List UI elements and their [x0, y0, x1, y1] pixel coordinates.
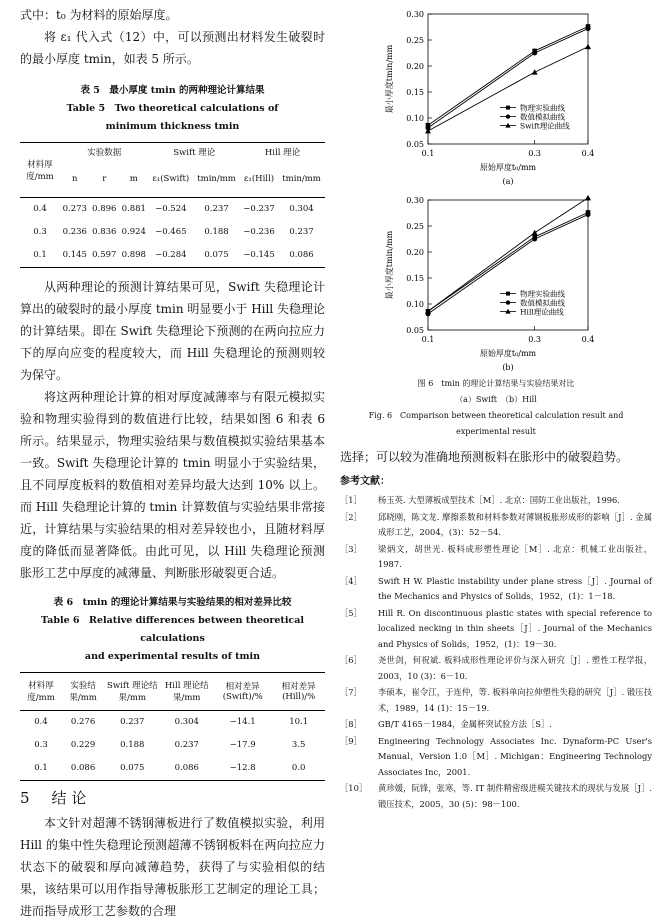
y-tick-label: 0.15 — [406, 88, 424, 97]
table-cell: −0.284 — [155, 250, 187, 260]
data-point — [586, 26, 591, 31]
table-header-cell: Swift 理论结果/mm — [107, 681, 158, 703]
reference-text: Swift H W. Plastic instability under plane stress［J］. Journal of the Mechanics and Physics of Solids，1952，(1)：1－18. — [378, 575, 652, 601]
panel-label: (b) — [502, 363, 514, 372]
paragraph: 本文针对超薄不锈钢薄板进行了数值模拟实验，利用 Hill 的集中性失稳理论预测超薄不锈钢板料在两向拉应力状态下的破裂和厚向减薄趋势，获得了与实验相似的结果，该结果可以用作指导薄板胀形工艺制定的理论工具；进而指导成形工艺参数的合理 — [20, 815, 325, 918]
reference-item — [340, 510, 652, 541]
table-cell: −0.524 — [155, 204, 187, 214]
reference-item — [340, 574, 652, 605]
table-cell: 0.304 — [289, 204, 314, 214]
paragraph: 式中：t₀ 为材料的原始厚度。 — [20, 8, 178, 22]
reference-number: ［2］ — [340, 511, 362, 522]
y-tick-label: 0.05 — [406, 326, 424, 335]
y-tick-label: 0.25 — [406, 222, 424, 231]
legend-marker — [506, 114, 510, 118]
reference-item — [340, 734, 652, 781]
table-header-cell: 实验数据 — [87, 148, 122, 158]
table-cell: 0.0 — [291, 763, 306, 773]
reference-item — [340, 606, 652, 653]
legend-label: 物理实验曲线 — [520, 289, 565, 299]
paragraph: 将 ε₁ 代入式（12）中，可以预测出材料发生破裂时的最小厚度 tmin，如表 5 所示。 — [20, 30, 325, 66]
table-cell: 0.3 — [33, 227, 47, 237]
table-cell: 0.075 — [120, 763, 145, 773]
reference-item — [340, 493, 652, 509]
reference-text: 梁炳文，胡世光. 板料成形塑性理论［M］. 北京：机械工业出版社，1987. — [378, 543, 652, 569]
reference-number: ［9］ — [340, 735, 362, 746]
table-cell: 10.1 — [289, 717, 309, 727]
table-cell: 0.276 — [70, 717, 96, 727]
data-point — [532, 51, 537, 56]
reference-text: Hill R. On discontinuous plastic states with special reference to localized necking in thin sheets［J］. Journal of the Mechanics and Physics of Solids，1952，(1)：19－30. — [378, 607, 652, 649]
x-tick-label: 0.1 — [421, 149, 435, 158]
table-header-cell: 相对差异(Hill)/% — [281, 682, 316, 702]
table-cell: 0.237 — [120, 717, 145, 727]
table-cell: 0.086 — [289, 250, 314, 260]
table-cell: 0.145 — [62, 250, 87, 260]
table-cell: −0.236 — [243, 227, 275, 237]
table-cell: 0.836 — [92, 227, 117, 237]
table-cell: −12.8 — [229, 763, 256, 773]
table-cell: 0.086 — [70, 763, 96, 773]
table-cell: 0.4 — [33, 204, 47, 214]
x-tick-label: 0.1 — [421, 335, 435, 344]
legend-label: Swift理论曲线 — [520, 121, 570, 131]
table6-title-en: Table 6 Relative differences between theoretical calculations — [41, 614, 304, 644]
x-tick-label: 0.4 — [581, 149, 595, 158]
table-header-cell: m — [129, 173, 138, 184]
reference-text: 尧世剑，何祝斌. 板料成形性理论评价与深入研究［J］. 塑性工程学报，2003，10 (3)：6－10. — [378, 655, 652, 681]
left-column — [20, 0, 325, 922]
table-cell: 0.304 — [174, 717, 199, 727]
table-cell: 0.237 — [174, 740, 199, 750]
reference-text: 邱晓刚，陈文龙. 摩擦系数和材料参数对薄钢板胀形成形的影响［J］. 金属成形工艺，2004，(3)：52－54. — [378, 511, 652, 537]
y-tick-label: 0.30 — [406, 196, 424, 205]
table-cell: 0.229 — [70, 740, 96, 750]
y-axis-label: 最小厚度tmin/mm — [385, 44, 394, 114]
table-row — [20, 197, 325, 221]
reference-number: ［6］ — [340, 655, 362, 665]
data-point — [585, 195, 591, 200]
table5-title-en: Table 5 Two theoretical calculations of — [66, 103, 279, 114]
panel-label: (a) — [502, 177, 514, 186]
x-axis-label: 原始厚度t₀/mm — [479, 349, 537, 358]
reference-text: Engineering Technology Associates Inc. Dynaform-PC User's Manual，Version 1.0［M］. Michigan：Engineering Technology Associates Inc，2001. — [378, 735, 652, 777]
legend-label: 数值模拟曲线 — [520, 298, 565, 308]
table-cell: 0.898 — [121, 250, 146, 260]
reference-number: ［3］ — [340, 543, 362, 554]
paragraph: 从两种理论的预测计算结果可见，Swift 失稳理论计算出的破裂时的最小厚度 tmin 明显要小于 Hill 失稳理论的计算结果。即在 Swift 失稳理论下预测的在两向拉应力下的厚向应变的程度较大，而 Hill 失稳理论的预测则较为保守。 — [20, 279, 326, 382]
x-axis-label: 原始厚度t₀/mm — [479, 163, 537, 172]
legend-label: Hill理论曲线 — [520, 307, 564, 317]
table-cell: 0.236 — [62, 227, 87, 237]
figure-caption: 图 6 tmin 的理论计算结果与实验结果对比 — [417, 379, 575, 388]
legend-label: 数值模拟曲线 — [520, 112, 565, 122]
reference-text: 杨玉英. 大型薄板成型技术［M］. 北京：国防工业出版社，1996. — [378, 495, 620, 505]
table-header-cell: Hill 理论 — [264, 148, 301, 158]
reference-number: ［4］ — [340, 575, 362, 586]
x-tick-label: 0.3 — [528, 149, 542, 158]
table-cell: 0.188 — [204, 227, 229, 237]
table-cell: −0.465 — [155, 227, 187, 237]
reference-item — [340, 685, 652, 716]
line-chart-b — [340, 192, 652, 372]
legend-marker — [506, 106, 510, 110]
reference-number: ［10］ — [340, 783, 368, 793]
table-header-cell: Hill 理论结果/mm — [164, 681, 209, 703]
table-header-cell: ε₁(Swift) — [152, 173, 190, 184]
legend-marker — [506, 300, 510, 304]
reference-item — [340, 542, 652, 573]
reference-item — [340, 653, 652, 684]
table-row — [20, 734, 325, 757]
line-chart-a — [340, 6, 652, 186]
table-header-cell: 材料厚度/mm — [27, 681, 55, 703]
y-tick-label: 0.05 — [406, 140, 424, 149]
table-cell: 0.273 — [62, 204, 87, 214]
table-row — [20, 710, 325, 734]
figure-caption: experimental result — [456, 427, 536, 436]
table-cell: 0.924 — [121, 227, 146, 237]
table-header-cell: tmin/mm — [197, 173, 236, 184]
y-tick-label: 0.25 — [406, 36, 424, 45]
table-cell: 0.896 — [92, 204, 117, 214]
table5-title-en: minimum thickness tmin — [105, 121, 240, 132]
reference-number: ［8］ — [340, 719, 362, 729]
x-tick-label: 0.3 — [528, 335, 542, 344]
y-tick-label: 0.20 — [406, 62, 424, 71]
table-header-cell: ε₁(Hill) — [244, 173, 275, 184]
table-cell: 0.3 — [34, 740, 48, 750]
table-header-cell: 相对差异(Swift)/% — [222, 682, 263, 702]
reference-number: ［1］ — [340, 495, 362, 505]
table-header-cell: 材料厚度/mm — [20, 143, 60, 198]
reference-item — [340, 781, 652, 812]
y-tick-label: 0.30 — [406, 10, 424, 19]
section-heading — [20, 787, 325, 808]
table-cell: 0.1 — [33, 250, 47, 260]
table-cell: 0.597 — [92, 250, 117, 260]
table-cell: 0.881 — [121, 204, 146, 214]
table-header-cell: r — [102, 173, 107, 184]
reference-list — [340, 493, 652, 812]
table-cell: −0.145 — [243, 250, 275, 260]
table-cell: 0.1 — [34, 763, 48, 773]
table-cell: 0.237 — [204, 204, 229, 214]
table-row — [20, 221, 325, 244]
x-tick-label: 0.4 — [581, 335, 595, 344]
table-cell: 0.075 — [204, 250, 229, 260]
table-cell: 0.188 — [120, 740, 145, 750]
section-number: 5 — [20, 788, 30, 807]
section-title: 结 论 — [51, 788, 87, 807]
table-cell: 3.5 — [291, 740, 306, 750]
y-tick-label: 0.20 — [406, 248, 424, 257]
paragraph: 选择；可以较为准确地预测板料在胀形中的破裂趋势。 — [340, 450, 629, 464]
table-header-cell: 实验结果/mm — [69, 681, 97, 703]
references-title: 参考文献： — [340, 476, 390, 487]
table6 — [20, 672, 325, 781]
table-cell: −14.1 — [229, 717, 256, 727]
table6-title-cn: 表 6 tmin 的理论计算结果与实验结果的相对差异比较 — [53, 596, 292, 608]
table-header-cell: Swift 理论 — [173, 148, 216, 158]
right-column — [340, 0, 652, 813]
table-header-cell: n — [72, 173, 78, 184]
reference-text: GB/T 4165－1984，金属杯突试验方法［S］. — [378, 719, 552, 729]
reference-item — [340, 717, 652, 733]
figure-caption: （a）Swift （b）Hill — [455, 395, 537, 404]
data-point — [532, 69, 538, 74]
legend-marker — [506, 292, 510, 296]
y-tick-label: 0.15 — [406, 274, 424, 283]
table5 — [20, 142, 325, 268]
table-header-cell: tmin/mm — [282, 173, 321, 184]
table6-title-en: and experimental results of tmin — [84, 650, 261, 662]
reference-text: 李硕本，崔令江，于连仲，等. 板料单向拉伸塑性失稳的研究［J］. 锻压技术，1989，14 (1)：15－19. — [378, 687, 652, 713]
table-cell: 0.086 — [174, 763, 199, 773]
table-row — [20, 244, 325, 268]
figure-caption: Fig. 6 Comparison between theoretical calculation result and — [368, 411, 624, 420]
table-cell: −0.237 — [243, 204, 275, 214]
data-point — [532, 230, 538, 235]
table-cell: 0.237 — [289, 227, 314, 237]
reference-text: 黄珍媛，阮锋，张寒，等. IT 制件精密级进模关键技术的现状与发展［J］. 锻压技术，2005，30 (5)：98－100. — [378, 783, 652, 809]
y-axis-label: 最小厚度tmin/mm — [385, 230, 394, 300]
reference-number: ［5］ — [340, 607, 362, 618]
reference-number: ［7］ — [340, 687, 362, 697]
data-point — [532, 237, 537, 242]
table-row — [20, 757, 325, 781]
paragraph: 将这两种理论计算的相对厚度减薄率与有限元模拟实验和物理实验得到的数值进行比较，结果如图 6 和表 6 所示。结果显示，物理实验结果与数值模拟实验结果基本一致。Swift 失稳理论计算的 tmin 明显小于实验结果，且不同厚度板料的数值相对差异均最大达到 10% 以上。而 Hill 失稳理论计算的 tmin 计算数值与实验结果非常接近，计算结果与实验结果的相对差异较也小，且随材料厚度的降低而显著降低。由此可见，以 Hill 失稳理论预测胀形工艺中厚度的减薄量、判断胀形破裂更合适。 — [20, 389, 326, 580]
data-point — [586, 212, 591, 217]
data-point — [585, 44, 591, 49]
table5-title-cn: 表 5 最小厚度 tmin 的两种理论计算结果 — [80, 85, 265, 96]
y-tick-label: 0.10 — [406, 300, 424, 309]
table-cell: −17.9 — [229, 740, 256, 750]
y-tick-label: 0.10 — [406, 114, 424, 123]
table-cell: 0.4 — [34, 717, 48, 727]
legend-label: 物理实验曲线 — [520, 103, 565, 113]
